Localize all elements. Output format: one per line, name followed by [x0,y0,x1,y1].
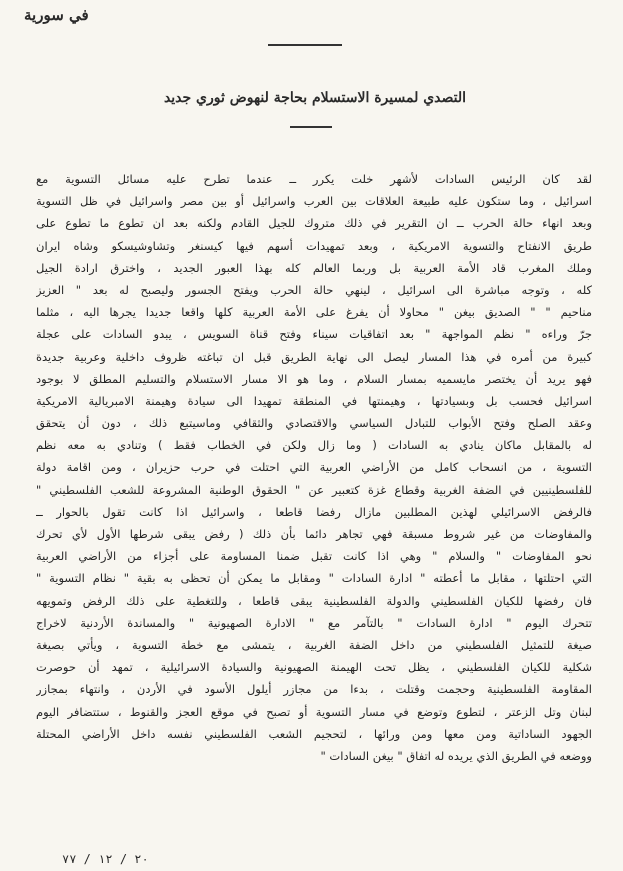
body-line: لبنان وتل الزعتر ، لتطوع وتوضع في مسار التسوية أو تصبح في موقع العجز والقنوط ، ستتضافر اليوم [36,704,592,719]
body-line: صيغة للتمثيل الفلسطيني من داخل الضفة الغربية ، يتمشى مع خطة التسوية ، ويأتي بصيغة [36,637,592,652]
body-line: شكلية للكيان الفلسطيني ، يظل تحت الهيمنة الصهيونية والسيادة الاسرائيلية ، تمهد أن حوصرت [36,660,592,675]
document-title: التصدي لمسيرة الاستسلام بحاجة لنهوض ثوري جديد [163,90,467,106]
title-underline [290,126,332,128]
body-line: كله ، وتوجه مباشرة الى اسرائيل ، لينهي حالة الحرب ويفتح الجسور وليصبح له بعد " العزيز [36,282,592,297]
body-line: للفلسطينيين في الضفة الغربية وقطاع غزة كتعبير عن " الحقوق الوطنية المشروعة للشعب الفلسطيني " [36,482,592,497]
document-date: ٢٠ / ١٢ / ٧٧ [62,852,149,866]
body-line: له بالمقابل ماكان ينادي به السادات ( وما زال ولكن في الخطاب فقط ) وتنادي به معه نظم [36,438,592,453]
body-line: فهو يريد أن يختصر مايسميه بمسار السلام ، وما هو الا مسار الاستسلام والتسليم المطلق لا بوجود [36,371,592,386]
body-line: وبعد انهاء حالة الحرب ــ ان التقرير في ذلك متروك للجيل القادم ولكنه بعد ان تطوع ما تطوع على [36,216,592,231]
body-line: لقد كان الرئيس السادات لأشهر خلت يكرر ــ عندما تطرح عليه مسائل التسوية مع [36,172,592,186]
body-line: التسوية ، من انسحاب كامل من الأراضي العربية التي احتلت في حرب حزيران ، ومن اقامة دولة [36,460,592,475]
body-line: وملك المغرب قاد الأمة العربية بل وربما العالم كله بهذا العبور الجديد ، واخترق ارادة الجيل [36,260,592,275]
body-line: مناحيم " " الصديق بيغن " محاولا أن يفرغ على الأمة العربية كلها واقعا جديدا يجرها اليه ، مثلما [36,305,592,320]
body-line: تتحرك اليوم " ادارة السادات " بالتآمر مع " الادارة الصهيونية " والمساندة الأردنية لاخراج [36,615,592,630]
body-line: اسرائيل ، وما ستكون عليه طبيعة العلاقات بين العرب واسرائيل أو بين مصر واسرائيل في ظل التسوية [36,194,592,209]
body-line: فالرفض الاسرائيلي لهذين المطلبين مازال رفضا قاطعا ، واسرائيل اذا كانت تقول بالحوار ــ [36,504,592,519]
body-line: جرّ وراءه " نظم المواجهة " بعد اتفاقيات سيناء وفتح قناة السويس ، يبدو السادات على عجلة [36,327,592,342]
header-divider [268,44,342,46]
body-line: طريق الانفتاح والتسوية الامريكية ، وبعد تمهيدات أسهم فيها كيسنغر وتشاوشيسكو وشاه ايران [36,238,592,253]
body-line: والمفاوضات من غير شروط مسبقة فهي تجاهر دائما بأن ذلك ( رفض يبقى شرطها الأول لأي تحرك [36,527,592,541]
body-line: نحو المفاوضات " والسلام " وهي اذا كانت تقبل ضمنا المساومة على أجزاء من الأراضي العربية [36,549,592,564]
body-line: المقاومة الفلسطينية وحجمت وقتلت ، بدءا من مجازر أيلول الأسود في الأردن ، وانتهاء بمجازر [36,682,592,697]
body-line: وعقد الصلح وفتح الأبواب للتبادل السياسي والاقتصادي والثقافي وماسيتبع ذلك ، دون أن يتحقق [36,416,592,431]
header-label: في سورية [24,6,89,24]
body-line: التي احتلتها ، مقابل ما أعطته " ادارة السادات " ومقابل ما يمكن أن تحظى به بقية " نظام التسوية " [36,571,592,586]
body-line: اسرائيل فحسب بل وبسيادتها ، وهيمنتها في المنطقة تمهيدا الى سيادة وهيمنة الامبريالية الامريكية [36,393,592,408]
body-line: كبيرة من أمره في هذا المسار ليصل الى نهاية الطريق قبل ان تباغته ظروف داخلية وعربية جديدة [36,349,592,364]
document-body [36,168,592,767]
body-line: ووضعه في الطريق الذي يريده له اتفاق " بيغن السادات " [320,748,592,763]
body-line: فان رفضها للكيان الفلسطيني والدولة الفلسطينية يبقى قاطعا ، وللتغطية على ذلك الرفض وتمويهه [36,593,592,608]
body-line: الجهود الساداتية ومن معها ومن ورائها ، لتحجيم الشعب الفلسطيني نفسه داخل الأراضي المحتلة [36,726,592,741]
